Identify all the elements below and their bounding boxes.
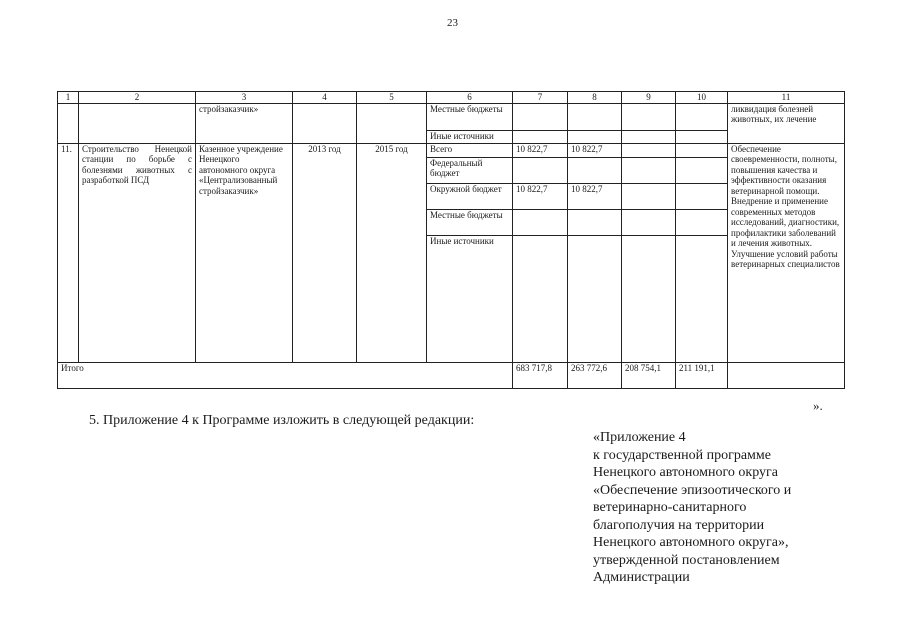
cell-value: 10 822,7 [568, 143, 622, 157]
cell-value [568, 209, 622, 235]
cell-total-value: 208 754,1 [622, 362, 676, 388]
budget-table [57, 91, 845, 389]
closing-quote: ». [813, 398, 823, 413]
annex-line: Администрации [593, 570, 690, 585]
cell-value [568, 157, 622, 183]
cell-value: 10 822,7 [513, 183, 568, 209]
cell-value [622, 209, 676, 235]
cell-source: Местные бюджеты [427, 209, 513, 235]
cell-value [676, 183, 728, 209]
cell-value [622, 143, 676, 157]
cell-value [513, 157, 568, 183]
cell-value [622, 183, 676, 209]
cell-empty [357, 103, 427, 143]
cell-empty [568, 103, 622, 130]
annex-line: благополучия на территории [593, 517, 765, 533]
column-number: 6 [427, 92, 513, 104]
cell-value [568, 235, 622, 362]
cell-item-executor: Казенное учреждение Ненецкого автономного округа «Централизованный стройзаказчик» [196, 143, 293, 362]
annex-line: утвержденной постановлением [593, 552, 780, 568]
cell-source: Федеральный бюджет [427, 157, 513, 183]
column-number: 9 [622, 92, 676, 104]
annex-heading [593, 429, 863, 587]
cell-end-year: 2015 год [357, 143, 427, 362]
cell-empty [568, 130, 622, 143]
cell-value [513, 209, 568, 235]
cell-source: Местные бюджеты [427, 103, 513, 130]
cell-value [676, 209, 728, 235]
cell-empty [676, 130, 728, 143]
cell-executor-continued: стройзаказчик» [196, 103, 293, 143]
column-number: 4 [293, 92, 357, 104]
page-number: 23 [447, 17, 458, 29]
column-number: 8 [568, 92, 622, 104]
table-header-row [58, 92, 845, 104]
cell-value: 10 822,7 [568, 183, 622, 209]
column-number: 10 [676, 92, 728, 104]
cell-item-result: Обеспечение своевременности, полноты, повышения качества и эффективности оказания ветеринарной помощи. Внедрение и применение современных методов исследований, диагностики, профилактики заболеваний и лечения животных. Улучшение условий работы ветеринарных специалистов [728, 143, 845, 362]
cell-empty [513, 130, 568, 143]
cell-empty [622, 103, 676, 130]
column-number: 7 [513, 92, 568, 104]
cell-empty [728, 362, 845, 388]
instruction-paragraph: 5. Приложение 4 к Программе изложить в следующей редакции: [89, 413, 475, 428]
cell-value [622, 235, 676, 362]
cell-value [513, 235, 568, 362]
cell-result-continued: ликвидация болезней животных, их лечение [728, 103, 845, 143]
cell-source: Всего [427, 143, 513, 157]
cell-item-name: Строительство Ненецкой станции по борьбе с болезнями животных с разработкой ПСД [79, 143, 196, 362]
cell-value [676, 157, 728, 183]
cell-value [622, 157, 676, 183]
cell-value [676, 143, 728, 157]
cell-empty [622, 130, 676, 143]
cell-empty [79, 103, 196, 143]
annex-line: к государственной программе [593, 447, 771, 463]
annex-line: «Приложение 4 [593, 430, 686, 445]
cell-empty [58, 103, 79, 143]
annex-line: «Обеспечение эпизоотического и [593, 482, 792, 498]
cell-empty [293, 103, 357, 143]
cell-value: 10 822,7 [513, 143, 568, 157]
cell-total-value: 683 717,8 [513, 362, 568, 388]
table-row [58, 103, 845, 130]
table-total-row [58, 362, 845, 388]
cell-source: Иные источники [427, 235, 513, 362]
table-row [58, 143, 845, 157]
annex-line: Ненецкого автономного округа [593, 465, 778, 480]
cell-total-value: 263 772,6 [568, 362, 622, 388]
cell-total-value: 211 191,1 [676, 362, 728, 388]
column-number: 5 [357, 92, 427, 104]
cell-empty [513, 103, 568, 130]
column-number: 1 [58, 92, 79, 104]
cell-start-year: 2013 год [293, 143, 357, 362]
column-number: 2 [79, 92, 196, 104]
column-number: 11 [728, 92, 845, 104]
column-number: 3 [196, 92, 293, 104]
annex-line: Ненецкого автономного округа», [593, 535, 789, 550]
annex-line: ветеринарно-санитарного [593, 500, 747, 515]
cell-empty [676, 103, 728, 130]
cell-value [676, 235, 728, 362]
cell-item-number: 11. [58, 143, 79, 362]
cell-source: Окружной бюджет [427, 183, 513, 209]
cell-total-label: Итого [58, 362, 513, 388]
cell-source: Иные источники [427, 130, 513, 143]
